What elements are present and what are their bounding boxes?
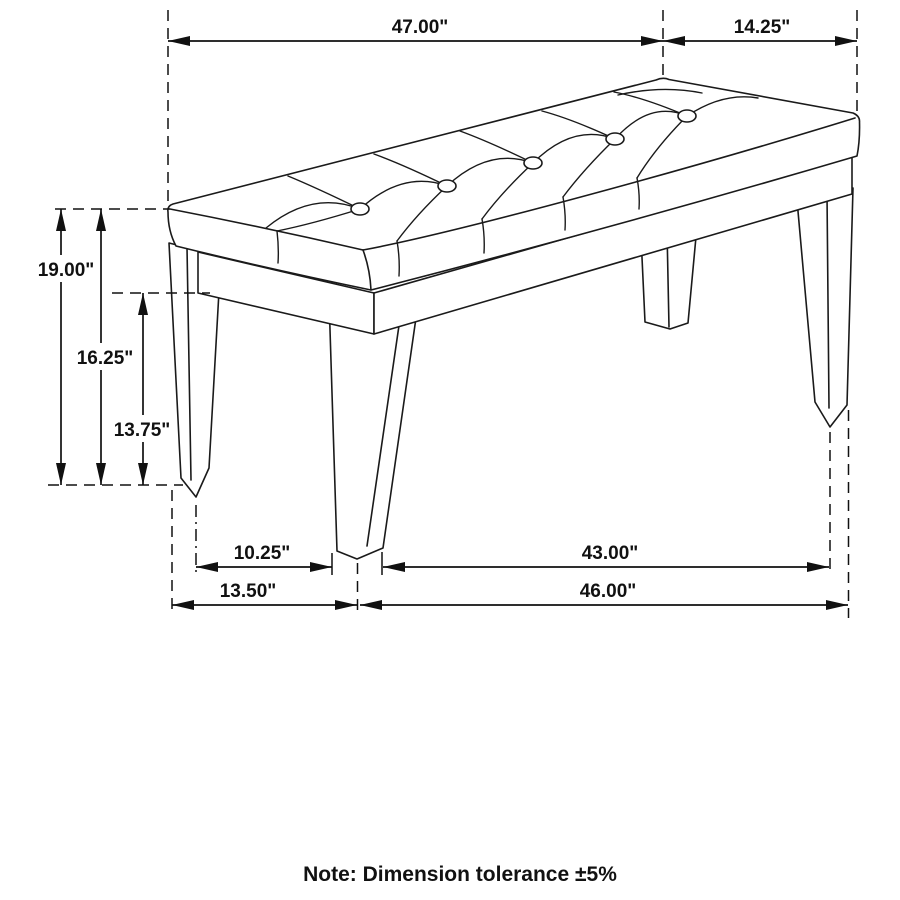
arrowhead (663, 36, 685, 46)
dim-outer-leg-span-label: 46.00" (579, 581, 637, 602)
tufting-button (606, 133, 624, 145)
dimension-top-depth (663, 17, 857, 46)
dim-top-length-label: 47.00" (391, 17, 449, 38)
dim-overall-height-label: 19.00" (37, 260, 95, 281)
arrowhead (310, 562, 332, 572)
dim-left-leg-offset-label: 10.25" (233, 543, 291, 564)
dimension-inner-leg-span (383, 543, 829, 572)
dim-left-end-span-label: 13.50" (219, 581, 277, 602)
dimension-outer-leg-span (360, 581, 848, 610)
dim-frame-height-label: 16.25" (76, 348, 134, 369)
bench-drawing (168, 78, 860, 559)
dim-top-depth-label: 14.25" (733, 17, 791, 38)
arrowhead (196, 562, 218, 572)
arrowhead (56, 209, 66, 231)
tufting-button (678, 110, 696, 122)
tufting-button (351, 203, 369, 215)
tufting-button (524, 157, 542, 169)
arrowhead (96, 463, 106, 485)
dim-leg-height-label: 13.75" (113, 420, 171, 441)
arrowhead (168, 36, 190, 46)
arrowhead (172, 600, 194, 610)
arrowhead (807, 562, 829, 572)
arrowhead (835, 36, 857, 46)
dimension-top-length (168, 17, 663, 46)
arrowhead (138, 463, 148, 485)
dimension-left-leg-offset (196, 543, 332, 572)
arrowhead (96, 209, 106, 231)
arrowhead (56, 463, 66, 485)
arrowhead (138, 293, 148, 315)
arrowhead (641, 36, 663, 46)
dim-inner-leg-span-label: 43.00" (581, 543, 639, 564)
dimension-leg-height (110, 293, 174, 485)
arrowhead (360, 600, 382, 610)
arrowhead (826, 600, 848, 610)
arrowhead (383, 562, 405, 572)
tolerance-note: Note: Dimension tolerance ±5% (303, 863, 617, 886)
tufting-button (438, 180, 456, 192)
dimension-left-end-span (172, 581, 357, 610)
arrowhead (335, 600, 357, 610)
bench-leg-front-right (797, 188, 853, 427)
dimension-frame-height (73, 209, 137, 485)
